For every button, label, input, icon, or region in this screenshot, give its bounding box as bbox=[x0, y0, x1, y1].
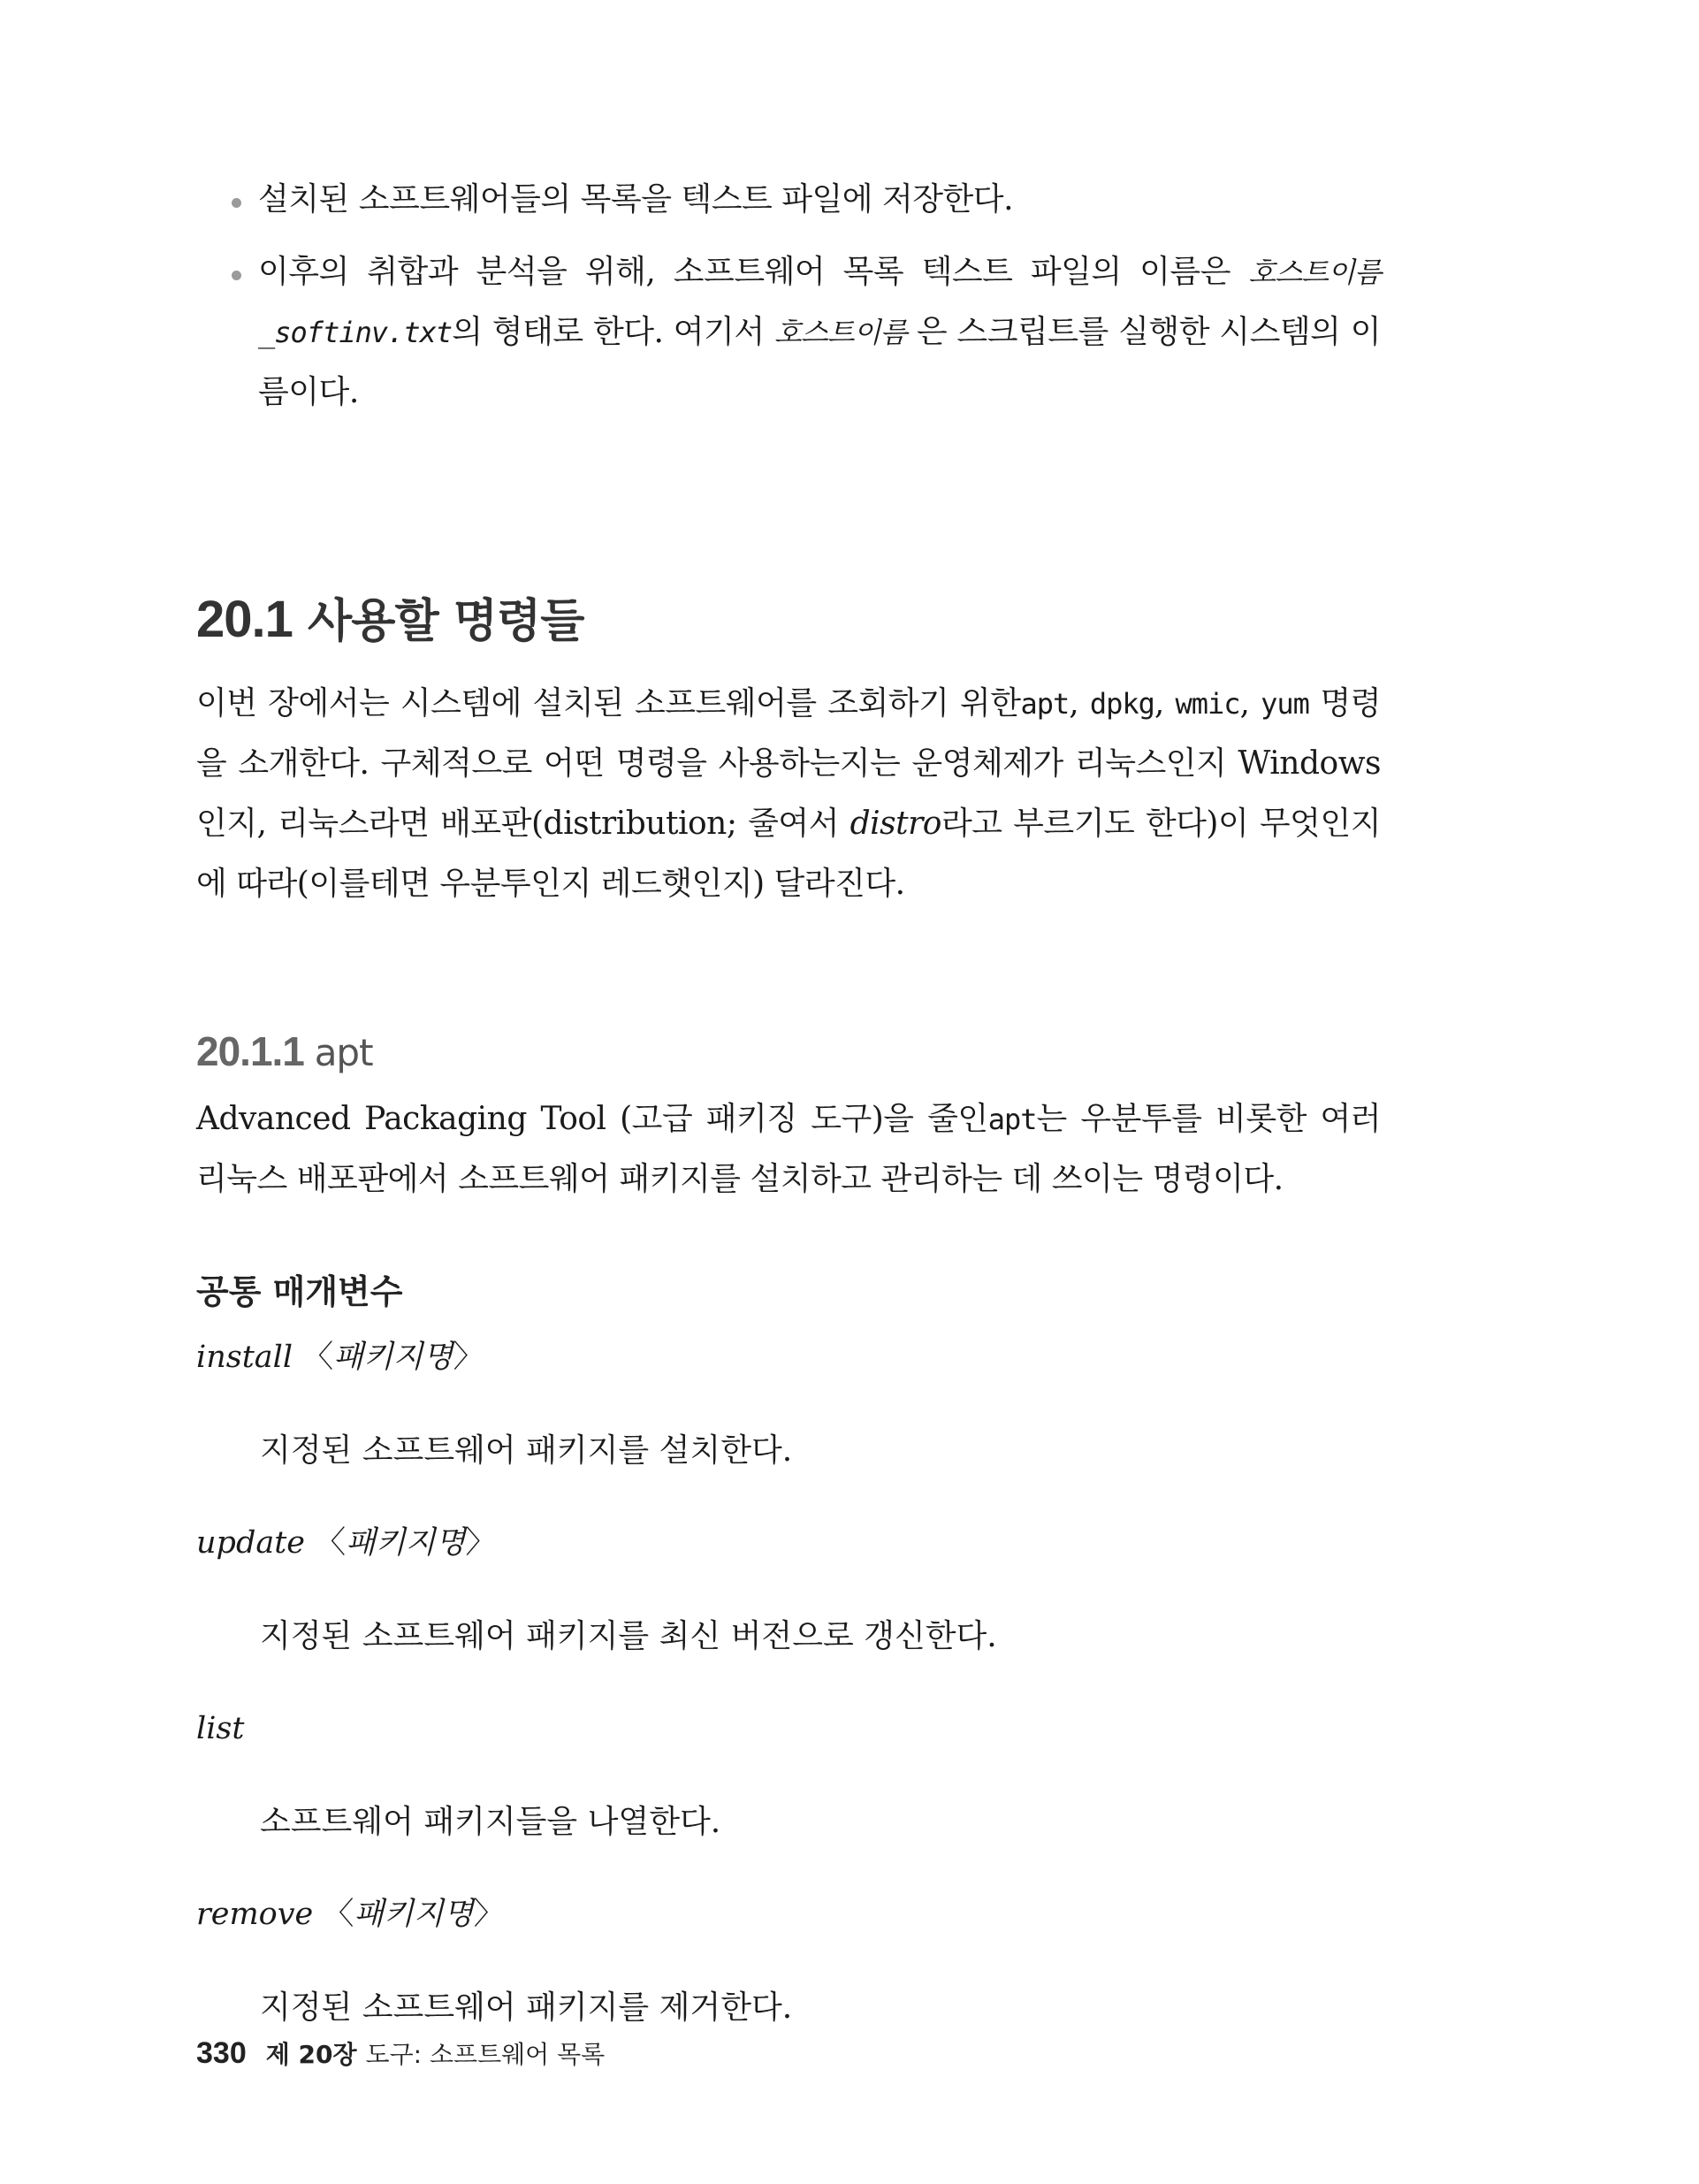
bracket-open: 〈 bbox=[302, 1340, 334, 1375]
text-run: , bbox=[1239, 685, 1261, 722]
bullet-text: 은 스크립트를 실행한 시스템의 이름이다. bbox=[258, 314, 1381, 410]
param-description: 지정된 소프트웨어 패키지를 설치한다. bbox=[260, 1432, 793, 1469]
bracket-close: 〉 bbox=[453, 1340, 484, 1375]
page-number: 330 bbox=[196, 2036, 247, 2070]
bullet-text: 이후의 취합과 분석을 위해, 소프트웨어 목록 텍스트 파일의 이름은 bbox=[258, 254, 1249, 290]
section-heading bbox=[196, 584, 584, 650]
param-name: remove bbox=[196, 1897, 314, 1932]
param-name: install bbox=[196, 1340, 293, 1375]
text-run: , bbox=[1069, 685, 1090, 722]
text-run: 이번 장에서는 시스템에 설치된 소프트웨어를 조회하기 위한 bbox=[196, 685, 1021, 722]
bracket-close: 〉 bbox=[465, 1525, 497, 1561]
list-item bbox=[232, 170, 1381, 230]
param-name: update bbox=[196, 1525, 305, 1561]
hostname-code: 호스트이름 bbox=[773, 316, 907, 349]
param-arg: 패키지명 bbox=[354, 1897, 474, 1932]
param-term bbox=[196, 1883, 1381, 1945]
param-term bbox=[196, 1326, 1381, 1388]
section-intro-paragraph bbox=[196, 674, 1381, 914]
hostname-code: 호스트이름_ bbox=[258, 256, 1381, 349]
param-name: list bbox=[196, 1711, 245, 1746]
inline-code: apt bbox=[987, 1103, 1037, 1136]
params-heading: 공통 매개변수 bbox=[196, 1272, 403, 1311]
filename-code: softinv.txt bbox=[274, 316, 453, 349]
inline-code: dpkg bbox=[1089, 687, 1154, 721]
bullet-text: 설치된 소프트웨어들의 목록을 텍스트 파일에 저장한다. bbox=[258, 181, 1014, 218]
bullet-text: 의 형태로 한다. 여기서 bbox=[452, 314, 774, 350]
inline-code: wmic bbox=[1175, 687, 1240, 721]
param-arg: 패키지명 bbox=[333, 1340, 453, 1375]
chapter-label: 제 20장 bbox=[265, 2040, 357, 2069]
param-arg: 패키지명 bbox=[346, 1525, 466, 1561]
text-run: , bbox=[1154, 685, 1176, 722]
param-description: 소프트웨어 패키지들을 나열한다. bbox=[260, 1804, 721, 1840]
text-run: 명령을 소개한다. 구체적으로 어떤 명령을 사용하는지는 운영체제가 리눅스인지 Windows인지, 리눅스라면 배포판(distribution; 줄여서 bbox=[196, 685, 1382, 842]
chapter-title: 도구: 소프트웨어 목록 bbox=[365, 2040, 606, 2069]
section-title: 사용할 명령들 bbox=[308, 595, 584, 648]
param-term bbox=[196, 1512, 1381, 1574]
bracket-open: 〈 bbox=[323, 1897, 354, 1932]
apt-description-paragraph bbox=[196, 1089, 1381, 1210]
section-number: 20.1 bbox=[196, 591, 293, 648]
bracket-open: 〈 bbox=[315, 1525, 347, 1561]
bracket-close: 〉 bbox=[473, 1897, 505, 1932]
text-run: Advanced Packaging Tool (고급 패키징 도구)을 줄인 bbox=[196, 1101, 988, 1137]
subsection-heading bbox=[196, 1027, 373, 1075]
subsection-title: apt bbox=[314, 1031, 373, 1074]
inline-code: apt bbox=[1020, 687, 1070, 721]
page-footer bbox=[196, 2035, 605, 2071]
subsection-number: 20.1.1 bbox=[196, 1028, 304, 1074]
bullet-icon bbox=[232, 198, 241, 208]
list-item bbox=[232, 242, 1381, 423]
param-description: 지정된 소프트웨어 패키지를 제거한다. bbox=[260, 1989, 793, 2026]
param-term bbox=[196, 1698, 1381, 1760]
inline-code: yum bbox=[1261, 687, 1309, 721]
text-run: 는 우분투를 비롯한 여러 리눅스 배포판에서 소프트웨어 패키지를 설치하고 관리하는 데 쓰이는 명령이다. bbox=[196, 1101, 1381, 1197]
bullet-list bbox=[232, 170, 1381, 423]
bullet-icon bbox=[232, 271, 241, 280]
param-description: 지정된 소프트웨어 패키지를 최신 버전으로 갱신한다. bbox=[260, 1618, 997, 1654]
text-run: 라고 부르기도 한다)이 무엇인지에 따라(이를테면 우분투인지 레드햇인지) 달라진다. bbox=[196, 806, 1381, 902]
italic-term: distro bbox=[850, 806, 941, 842]
params-list bbox=[196, 1326, 1381, 2069]
